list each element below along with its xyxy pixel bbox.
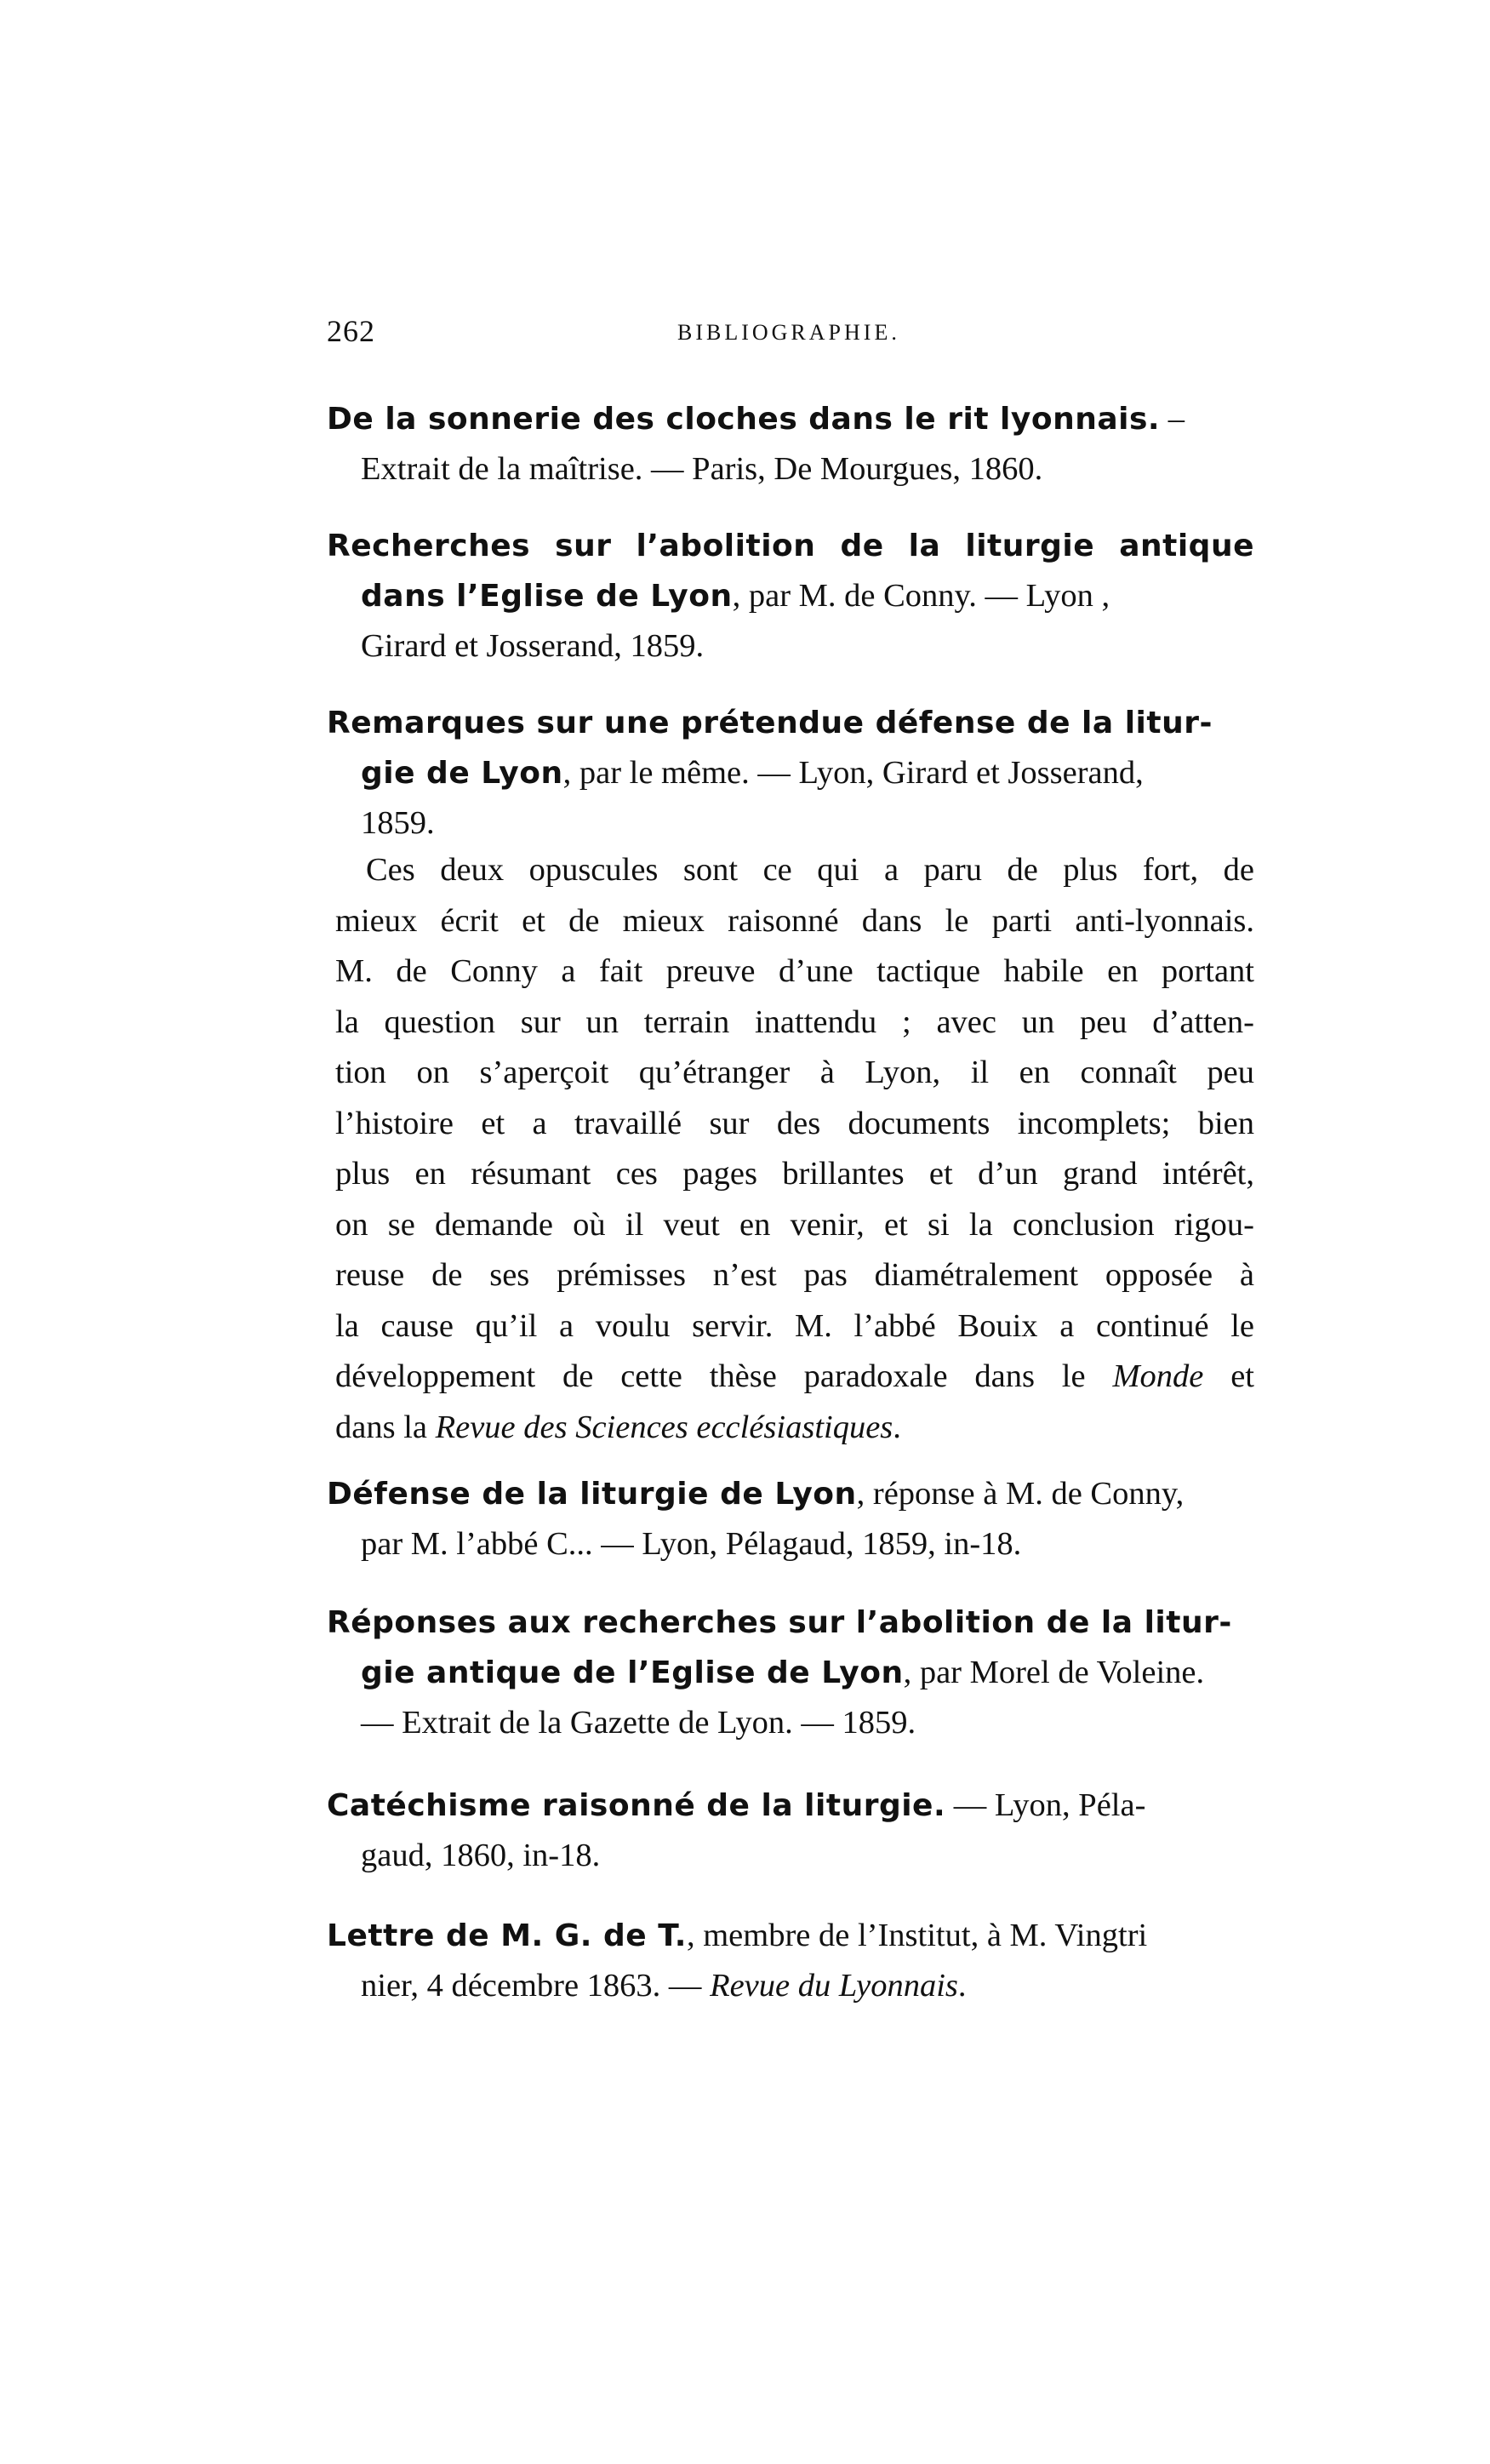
entry-title: Remarques sur une prétendue défense de la litur-	[327, 706, 1213, 740]
entry-line	[327, 1911, 1254, 1961]
entry-details: , par Morel de Voleine.	[903, 1655, 1205, 1690]
entry-details: , membre de l’Institut, à M. Vingtri	[686, 1918, 1148, 1953]
paragraph-line	[335, 1403, 1254, 1454]
paragraph-text: .	[893, 1409, 901, 1445]
paragraph-line	[335, 1352, 1254, 1403]
running-head: BIBLIOGRAPHIE.	[677, 320, 900, 345]
bibliography-entry	[327, 521, 1254, 671]
entry-details: , par le même. — Lyon, Girard et Josserand,	[562, 755, 1144, 791]
entry-line	[327, 1469, 1254, 1519]
entry-details: — Lyon, Péla-	[945, 1787, 1146, 1823]
entry-line	[327, 1598, 1254, 1648]
paragraph-line: l’histoire et a travaillé sur des documents incomplets; bien	[335, 1105, 1254, 1141]
journal-title: Monde	[1112, 1358, 1204, 1394]
entry-dash: –	[1160, 401, 1185, 437]
entry-title: Catéchisme raisonné de la liturgie.	[327, 1788, 946, 1823]
entry-line	[327, 521, 1254, 571]
entry-details: , par M. de Conny. — Lyon ,	[732, 578, 1110, 614]
paragraph-line: la cause qu’il a voulu servir. M. l’abbé Bouix a continué le	[335, 1307, 1254, 1344]
entry-title: Défense de la liturgie de Lyon	[327, 1477, 857, 1512]
entry-line: gaud, 1860, in-18.	[361, 1838, 601, 1873]
paragraph-text: dans la	[335, 1409, 427, 1445]
bibliography-entry	[327, 394, 1254, 494]
bibliography-entry	[327, 1469, 1254, 1569]
paragraph-line: Ces deux opuscules sont ce qui a paru de plus fort, de	[366, 852, 1254, 888]
paragraph-line: mieux écrit et de mieux raisonné dans le parti anti-lyonnais.	[335, 902, 1254, 939]
entry-line	[327, 698, 1254, 748]
journal-title: Revue du Lyonnais	[710, 1968, 958, 2004]
entry-line: par M. l’abbé C... — Lyon, Pélagaud, 1859, in-18.	[361, 1526, 1022, 1562]
bibliography-entry	[327, 1598, 1254, 1747]
paragraph-line: tion on s’aperçoit qu’étranger à Lyon, il en connaît peu	[335, 1055, 1254, 1090]
entry-line	[327, 1648, 1254, 1698]
entry-title: dans l’Eglise de Lyon	[361, 579, 733, 614]
paragraph-text: et	[1230, 1358, 1254, 1394]
page-header	[327, 313, 1263, 364]
entry-title: De la sonnerie des cloches dans le rit lyonnais.	[327, 402, 1161, 437]
journal-title: Revue des Sciences ecclésiastiques	[435, 1409, 893, 1445]
entry-line	[327, 1781, 1254, 1831]
entry-details: nier, 4 décembre 1863. —	[361, 1968, 711, 2004]
paragraph-line: on se demande où il veut en venir, et si la conclusion rigou-	[335, 1206, 1254, 1243]
entry-title: gie de Lyon	[361, 756, 563, 791]
bibliography-entry	[327, 698, 1254, 848]
entry-line	[327, 748, 1254, 798]
entry-line	[327, 1961, 1254, 2010]
page-number: 262	[327, 314, 375, 348]
entry-details: , réponse à M. de Conny,	[856, 1476, 1185, 1512]
bibliography-entry	[327, 1781, 1254, 1880]
entry-title: Réponses aux recherches sur l’abolition de la litur-	[327, 1605, 1232, 1640]
entry-line: — Extrait de la Gazette de Lyon. — 1859.	[361, 1705, 916, 1741]
bibliography-entry	[327, 1911, 1254, 2010]
paragraph-line: M. de Conny a fait preuve d’une tactique habile en portant	[335, 953, 1254, 989]
commentary-paragraph	[335, 845, 1254, 1453]
entry-line: Girard et Josserand, 1859.	[361, 628, 705, 664]
entry-details: .	[957, 1968, 967, 2004]
entry-line: 1859.	[361, 805, 435, 841]
paragraph-line: plus en résumant ces pages brillantes et d’un grand intérêt,	[335, 1156, 1254, 1192]
entry-line: Extrait de la maîtrise. — Paris, De Mourgues, 1860.	[361, 451, 1043, 487]
entry-title: Recherches sur l’abolition de la liturgie antique	[327, 529, 1254, 563]
paragraph-line: la question sur un terrain inattendu ; avec un peu d’atten-	[335, 1003, 1254, 1040]
entry-title: Lettre de M. G. de T.	[327, 1918, 687, 1953]
paragraph-line: reuse de ses prémisses n’est pas diamétralement opposée à	[335, 1257, 1254, 1293]
entry-title: gie antique de l’Eglise de Lyon	[361, 1655, 904, 1690]
paragraph-text: développement de cette thèse paradoxale dans le	[335, 1358, 1086, 1394]
entry-line	[327, 571, 1254, 621]
entry-line	[327, 394, 1254, 444]
